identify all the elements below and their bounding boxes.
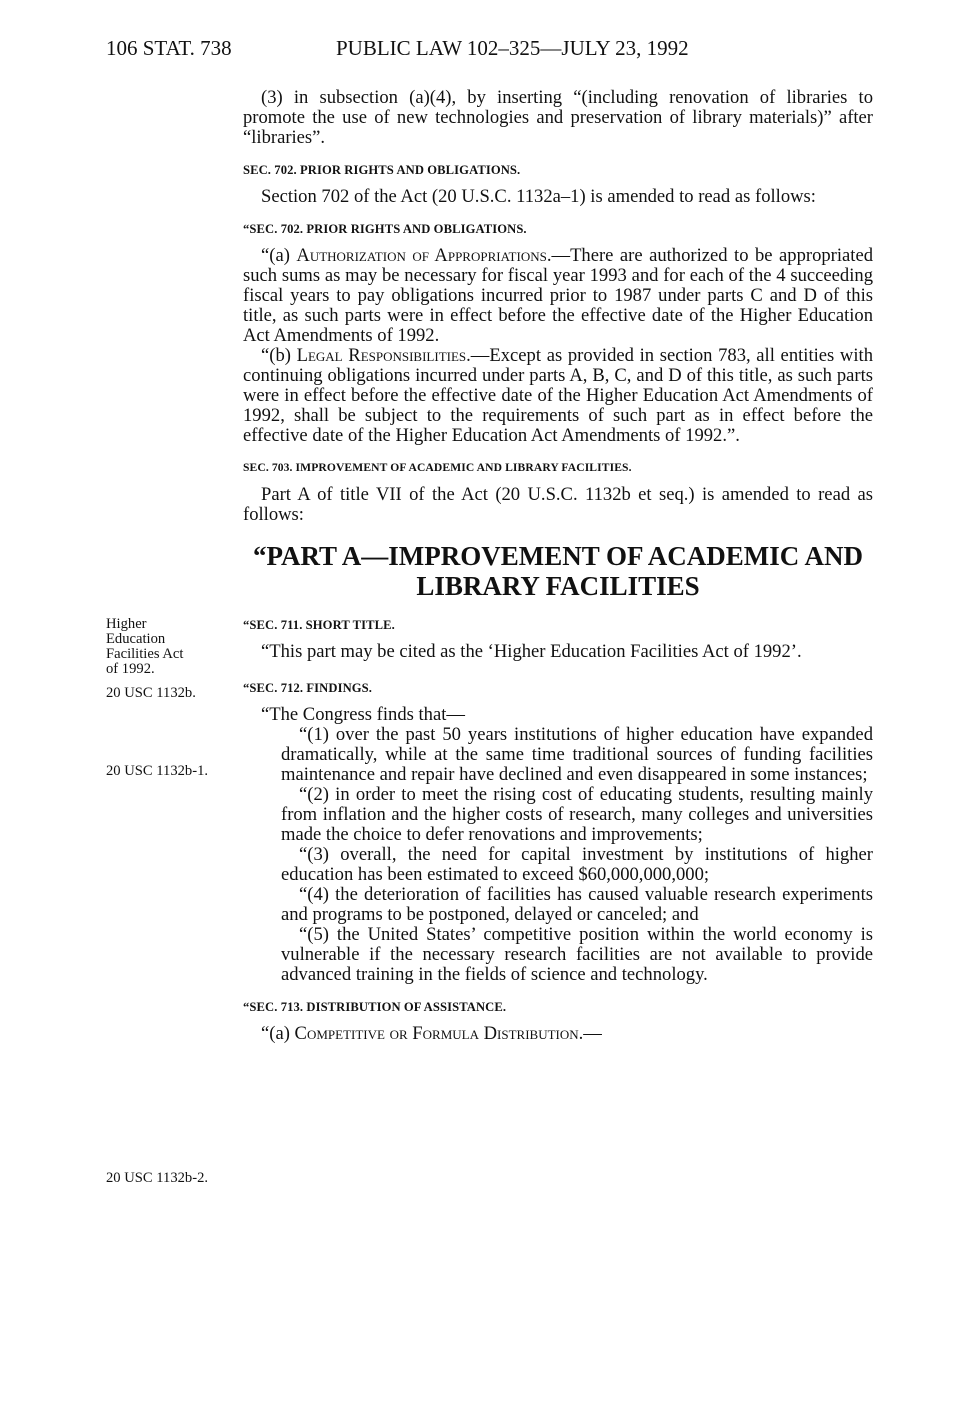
sec-702-heading: SEC. 702. PRIOR RIGHTS AND OBLIGATIONS. — [243, 163, 521, 177]
sec-712-intro: “The Congress finds that— — [261, 704, 465, 725]
statute-text — [243, 88, 873, 1044]
finding-3: “(3) overall, the need for capital investment by institutions of higher education has been estimated to exceed $60,000,000,000; — [281, 844, 873, 885]
subsection-b-open: “(b) — [261, 345, 291, 366]
margin-note-usc-1132b-1: 20 USC 1132b-1. — [106, 763, 209, 779]
subsection-a — [243, 246, 873, 346]
running-header — [106, 36, 876, 66]
subsection-b — [243, 346, 873, 446]
sec-703-heading: SEC. 703. IMPROVEMENT OF ACADEMIC AND LIBRARY FACILITIES. — [243, 461, 632, 474]
sec-711-text: “This part may be cited as the ‘Higher Education Facilities Act of 1992’. — [261, 641, 802, 662]
margin-note-usc-1132b: 20 USC 1132b. — [106, 685, 196, 701]
paragraph-3: (3) in subsection (a)(4), by inserting “(including renovation of libraries to promote the use of new technologies and preservation of library materials)” after “libraries”. — [243, 87, 873, 148]
part-a-title-line-1: “PART A—IMPROVEMENT OF ACADEMIC AND — [252, 541, 864, 571]
finding-4: “(4) the deterioration of facilities has caused valuable research experiments and programs to be postponed, delayed or canceled; and — [281, 884, 873, 925]
public-law-title: PUBLIC LAW 102–325—JULY 23, 1992 — [336, 36, 689, 60]
sec-702-text: Section 702 of the Act (20 U.S.C. 1132a–1) is amended to read as follows: — [261, 186, 816, 207]
margin-note-line: Higher — [106, 616, 147, 632]
sec-713-a-heading: Competitive or Formula Distribution — [294, 1023, 579, 1044]
subsection-b-text: .—Except as provided in section 783, all entities with continuing obligations incurred under parts A, B, C, and D of this title, as such parts were in effect before the effective date of the Higher Education Act Amendments of 1992, shall be subject to the requirements of such part as in effect before the effective date of the Higher Education Act Amendments of 1992.”. — [243, 345, 873, 446]
margin-note-line: of 1992. — [106, 661, 155, 677]
sec-703-text: Part A of title VII of the Act (20 U.S.C. 1132b et seq.) is amended to read as follows: — [243, 484, 873, 525]
margin-note-short-title — [106, 617, 183, 677]
stat-page-number: 106 STAT. 738 — [106, 36, 232, 60]
margin-note-line: Education — [106, 631, 166, 647]
subsection-a-open: “(a) — [261, 245, 290, 266]
subsection-a-heading: Authorization of Appropriations — [296, 245, 547, 266]
sec-713-heading: “SEC. 713. DISTRIBUTION OF ASSISTANCE. — [243, 1000, 507, 1014]
sec-702-quoted-heading: “SEC. 702. PRIOR RIGHTS AND OBLIGATIONS. — [243, 222, 527, 236]
finding-5: “(5) the United States’ competitive position within the world economy is vulnerable if the necessary research facilities are not available to provide advanced training in the fields of science and technology. — [281, 924, 873, 985]
subsection-b-heading: Legal Responsibilities — [296, 345, 467, 366]
sec-711-heading: “SEC. 711. SHORT TITLE. — [243, 618, 395, 632]
margin-note-usc-1132b-2: 20 USC 1132b-2. — [106, 1170, 209, 1186]
part-a-title-line-2: LIBRARY FACILITIES — [416, 571, 700, 601]
finding-1: “(1) over the past 50 years institutions of higher education have expanded dramatically, while at the same time traditional sources of funding facilities maintenance and repair have declined and even disappeared in some instances; — [281, 724, 873, 785]
subsection-a-text: .—There are authorized to be appropriated such sums as may be necessary for fiscal year 1993 and for each of the 4 succeeding fiscal years to pay obligations incurred prior to 1987 under parts C and D of this title, as such parts were in effect before the effective date of the Higher Education Act Amendments of 1992. — [243, 245, 873, 346]
sec-712-heading: “SEC. 712. FINDINGS. — [243, 681, 373, 695]
sec-713-a-dash: .— — [578, 1023, 602, 1044]
part-a-title — [243, 541, 873, 601]
finding-2: “(2) in order to meet the rising cost of educating students, resulting mainly from inflation and the higher costs of research, many colleges and universities made the choice to defer renovations and improvements; — [281, 784, 873, 845]
sec-713-a-open: “(a) — [261, 1023, 290, 1044]
sec-713-subsection-a — [243, 1024, 873, 1044]
margin-note-line: Facilities Act — [106, 646, 184, 662]
